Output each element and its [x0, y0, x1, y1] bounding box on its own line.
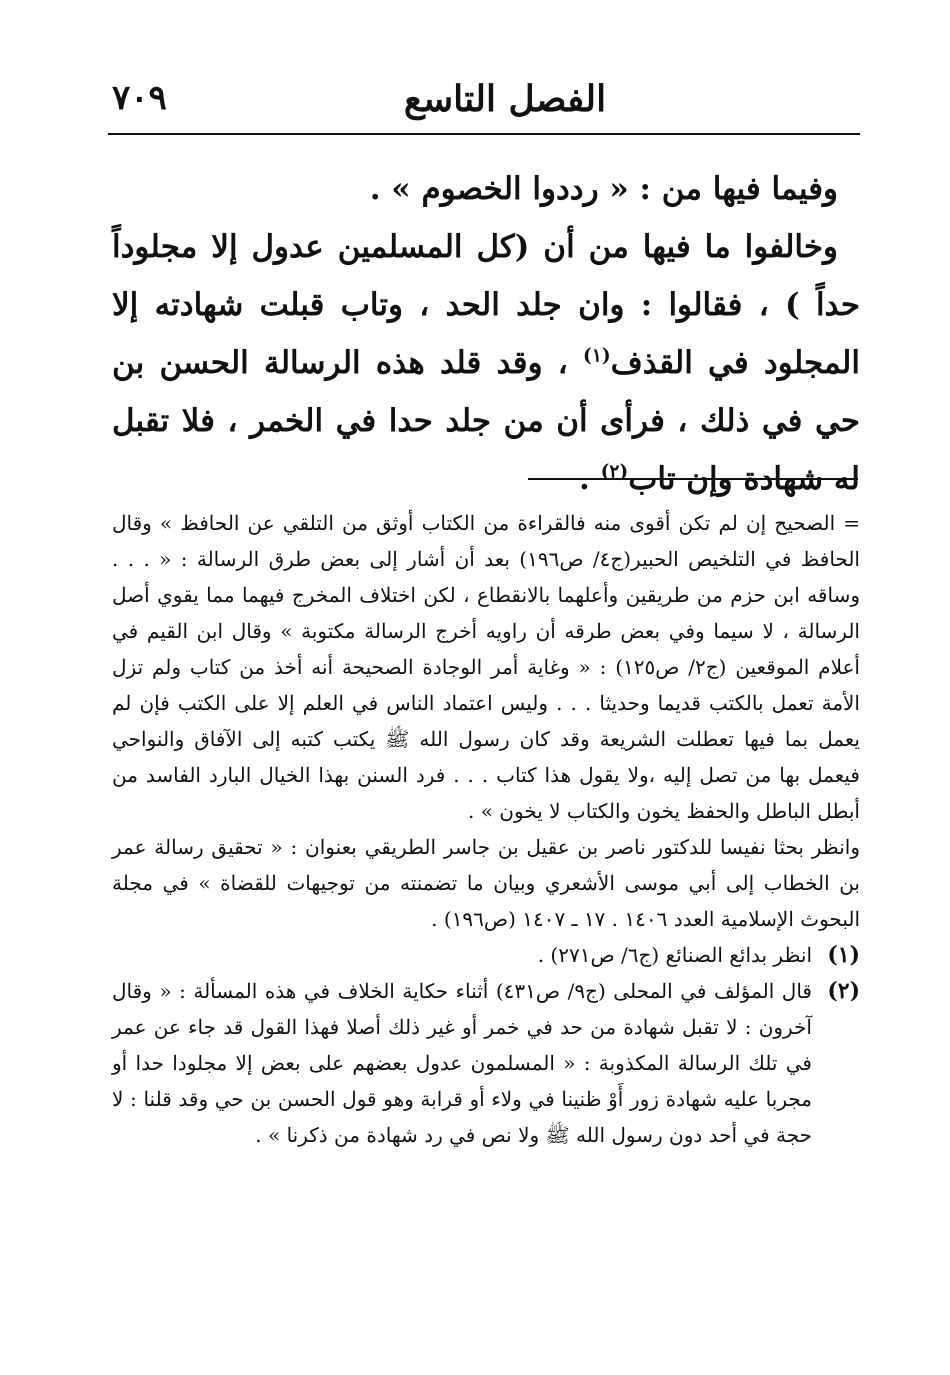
main-paragraph-2-text: وخالفوا ما فيها من أن (كل المسلمين عدول إلا مجلوداً حداً ) ، فقالوا : وان جلد الحد ، وتاب قبلت شهادته إلا المجلود في القذف	[112, 229, 860, 381]
footnotes	[112, 505, 860, 1153]
page-number: ٧٠٩	[112, 78, 167, 118]
footnote-continuation: = الصحيح إن لم تكن أقوى منه فالقراءة من الكتاب أوثق من التلقي عن الحافظ » وقال الحافظ في التلخيص الحبير(ج٤/ ص١٩٦) بعد أن أشار إلى بعض طرق الرسالة : « . . . وساقه ابن حزم من طريقين وأعلهما بالانقطاع ، لكن اختلاف المخرج فيهما مما يقوي أصل الرسالة ، لا سيما وفي بعض طرقه أن راويه أخرج الرسالة مكتوبة » وقال ابن القيم في أعلام الموقعين (ج٢/ ص١٢٥) : « وغاية أمر الوجادة الصحيحة أنه أخذ من كتاب ولم تزل الأمة تعمل بالكتب قديما وحديثا . . . وليس اعتماد الناس في العلم إلا على الكتب فإن لم يعمل بما فيها تعطلت الشريعة وقد كان رسول الله ﷺ يكتب كتبه إلى الآفاق والنواحي فيعمل بها من تصل إليه ،ولا يقول هذا كتاب . . . فرد السنن بهذا الخيال البارد الفاسد من أبطل الباطل والحفظ يخون والكتاب لا يخون » .	[112, 511, 860, 823]
footnote-item-1	[112, 937, 860, 973]
main-text	[112, 160, 860, 508]
footnote-ref-2: (٢)	[600, 461, 629, 483]
main-paragraph-2	[112, 218, 860, 508]
header-rule	[108, 133, 860, 135]
footnote-rule	[528, 478, 858, 480]
footnote-item-2	[112, 973, 860, 1153]
main-paragraph-1: وفيما فيها من : « رددوا الخصوم » .	[369, 171, 838, 207]
footnote-text: انظر بدائع الصنائع (ج٦/ ص٢٧١) .	[537, 943, 812, 967]
footnote-text: قال المؤلف في المحلى (ج٩/ ص٤٣١) أثناء حكاية الخلاف في هذه المسألة : « وقال آخرون : لا تقبل شهادة من حد في خمر أو غير ذلك أصلا فهذا القول قد جاء عن عمر في تلك الرسالة المكذوبة : « المسلمون عدول بعضهم على بعض إلا مجلودا حدا أو مجربا عليه شهادة زور أَوْ ظنينا في ولاء أو قرابة وهو قول الحسن بن حي وقد قلنا : لا حجة في أحد دون رسول الله ﷺ ولا نص في رد شهادة من ذكرنا » .	[112, 979, 812, 1147]
running-title: الفصل التاسع	[403, 78, 607, 120]
footnote-ref-1: (١)	[583, 345, 611, 367]
footnote-number: (١)	[827, 942, 860, 968]
footnote-continuation-2: وانظر بحثا نفيسا للدكتور ناصر بن عقيل بن جاسر الطريقي بعنوان : « تحقيق رسالة عمر بن الخطاب إلى أبي موسى الأشعري وبيان ما تضمنته من توجيهات للقضاة » في مجلة البحوث الإسلامية العدد ١٤٠٦ . ١٧ ـ ١٤٠٧ (ص١٩٦) .	[112, 835, 860, 931]
main-paragraph-2-end: .	[578, 461, 601, 497]
main-paragraph-2-tail: ، وقد قلد هذه الرسالة الحسن بن حي في ذلك ، فرأى أن من جلد حدا في الخمر ، فلا تقبل له شهادة وإن تاب	[112, 345, 860, 497]
footnote-number: (٢)	[827, 978, 860, 1004]
